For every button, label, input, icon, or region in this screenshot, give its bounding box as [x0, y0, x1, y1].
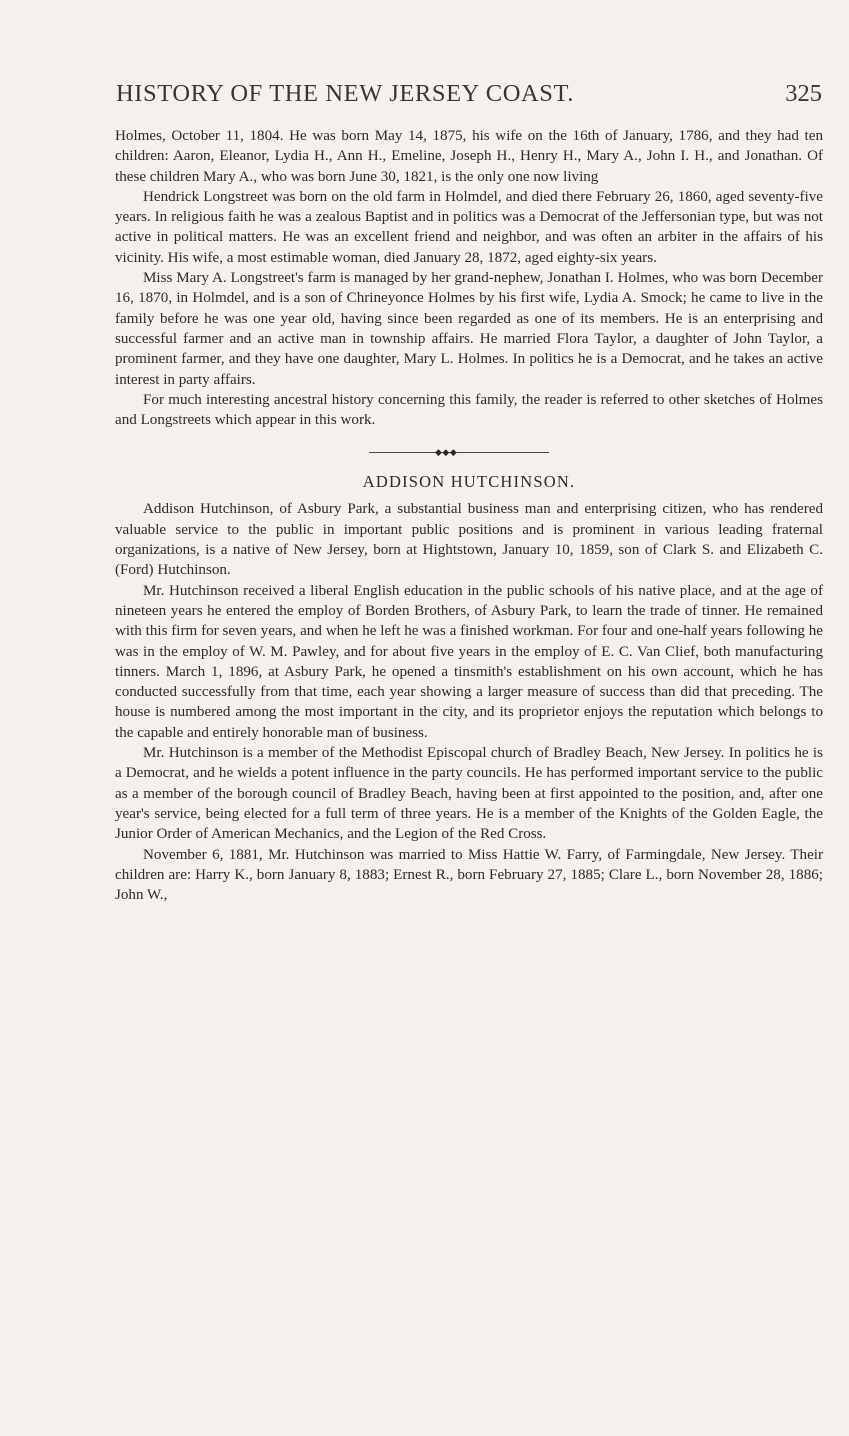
running-title: HISTORY OF THE NEW JERSEY COAST.: [116, 80, 574, 107]
section-heading: ADDISON HUTCHINSON.: [362, 472, 576, 492]
divider-rule: [369, 452, 549, 453]
paragraph: For much interesting ancestral history concerning this family, the reader is referred to other sketches of Holmes and Longstreets which appear in this work.: [115, 391, 823, 429]
paragraph: Mr. Hutchinson received a liberal English education in the public schools of his native place, and at the age of nineteen years he entered the employ of Borden Brothers, of Asbury Park, to learn the trade of tinner. He remained with this firm for seven years, and when he left he was a finished workman. For four and one-half years following he was in the employ of W. M. Pawley, and for about five years in the employ of E. C. Van Clief, both manufacturing tinners. March 1, 1896, at Asbury Park, he opened a tinsmith's establishment on his own account, which he has conducted successfully from that time, each year showing a larger measure of success than did that preceding. The house is numbered among the most important in the city, and its proprietor enjoys the reputation which belongs to the capable and entirely honorable man of business.: [115, 582, 823, 741]
paragraph: November 6, 1881, Mr. Hutchinson was married to Miss Hattie W. Farry, of Farmingdale, New Jersey. Their children are: Harry K., born January 8, 1883; Ernest R., born February 27, 1885; Clare L., born November 28, 1886; John W.,: [115, 846, 823, 904]
paragraph: Mr. Hutchinson is a member of the Methodist Episcopal church of Bradley Beach, New Jersey. In politics he is a Democrat, and he wields a potent influence in the party councils. He has performed important service to the public as a member of the borough council of Bradley Beach, having been at first appointed to the position, and, after one year's service, being elected for a full term of three years. He is a member of the Knights of the Golden Eagle, the Junior Order of American Mechanics, and the Legion of the Red Cross.: [115, 745, 823, 843]
paragraph: Holmes, October 11, 1804. He was born May 14, 1875, his wife on the 16th of January, 1786, and they had ten children: Aaron, Eleanor, Lydia H., Ann H., Emeline, Joseph H., Henry H., Mary A., John I. H., and Jonathan. Of these children Mary A., who was born June 30, 1821, is the only one now living: [115, 128, 823, 185]
body-text: [115, 126, 823, 905]
page-number: 325: [785, 80, 822, 107]
divider-diamonds-icon: ◆◆◆: [435, 448, 458, 459]
running-head: [116, 80, 822, 114]
section-divider: [115, 430, 823, 470]
paragraph: Miss Mary A. Longstreet's farm is managed by her grand-nephew, Jonathan I. Holmes, who was born December 16, 1870, in Holmdel, and is a son of Chrineyonce Holmes by his first wife, Lydia A. Smock; he came to live in the family before he was one year old, having since been regarded as one of its members. He is an enterprising and successful farmer and an active man in township affairs. He married Flora Taylor, a daughter of John Taylor, a prominent farmer, and they have one daughter, Mary L. Holmes. In politics he is a Democrat, and he takes an active interest in party affairs.: [115, 270, 823, 388]
paragraph: Addison Hutchinson, of Asbury Park, a substantial business man and enterprising citizen, who has rendered valuable service to the public in important public positions and is prominent in various leading fraternal organizations, is a native of New Jersey, born at Hightstown, January 10, 1859, son of Clark S. and Elizabeth C. (Ford) Hutchinson.: [115, 501, 823, 579]
paragraph: Hendrick Longstreet was born on the old farm in Holmdel, and died there February 26, 1860, aged seventy-five years. In religious faith he was a zealous Baptist and in politics was a Democrat of the Jeffersonian type, but was not active in political matters. He was an excellent friend and neighbor, and was often an arbiter in the affairs of his vicinity. His wife, a most estimable woman, died January 28, 1872, aged eighty-six years.: [115, 188, 823, 266]
